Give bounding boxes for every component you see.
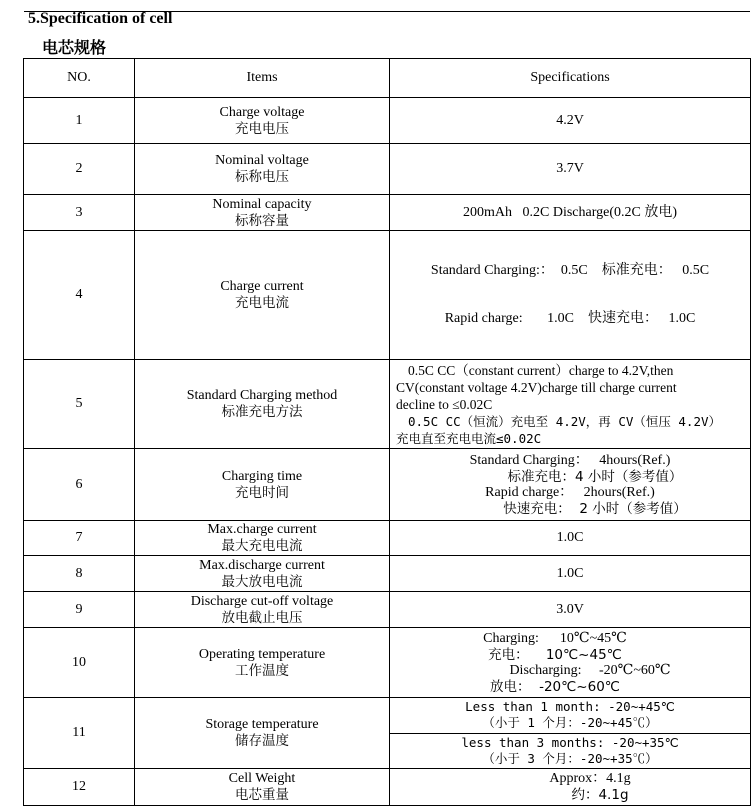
table-row bbox=[24, 521, 751, 556]
item-en: Cell Weight bbox=[228, 771, 296, 786]
row-spec: 3.0V bbox=[390, 592, 751, 628]
row-item bbox=[135, 769, 390, 806]
row-spec: 1.0C bbox=[390, 556, 751, 592]
row-item bbox=[135, 231, 390, 360]
spec-subcell bbox=[390, 698, 750, 733]
cell-spec-table bbox=[23, 58, 751, 806]
item-en: Charge current bbox=[220, 279, 304, 294]
item-en: Storage temperature bbox=[205, 717, 319, 732]
table-row bbox=[24, 556, 751, 592]
spec-line: 快速充电： 2 小时（参考值） bbox=[503, 500, 687, 517]
row-item bbox=[135, 144, 390, 195]
row-item bbox=[135, 360, 390, 449]
spec-line: Charging: 10℃~45℃ bbox=[483, 630, 627, 646]
spec-line: 约：4.1g bbox=[571, 787, 629, 803]
row-spec bbox=[390, 769, 751, 806]
spec-line: （小于 1 个月：-20~+45℃） bbox=[482, 715, 658, 730]
spec-line: Discharging: -20℃~60℃ bbox=[509, 662, 671, 678]
spec-line: 放电： -20℃~60℃ bbox=[490, 678, 620, 695]
row-no: 2 bbox=[24, 144, 135, 195]
spec-subcell bbox=[390, 733, 750, 768]
row-item bbox=[135, 98, 390, 144]
item-zh: 储存温度 bbox=[235, 733, 289, 749]
row-no: 4 bbox=[24, 231, 135, 360]
row-item bbox=[135, 698, 390, 769]
spec-line: 充电直至充电电流≤0.02C bbox=[396, 430, 542, 446]
row-spec: 4.2V bbox=[390, 98, 751, 144]
table-row bbox=[24, 628, 751, 698]
row-item bbox=[135, 521, 390, 556]
row-no: 10 bbox=[24, 628, 135, 698]
item-zh: 最大放电电流 bbox=[221, 573, 303, 590]
header-specs: Specifications bbox=[390, 59, 751, 98]
item-en: Charging time bbox=[221, 468, 303, 484]
spec-line: Standard Charging： 4hours(Ref.) bbox=[469, 452, 671, 468]
spec-line: （小于 3 个月：-20~+35℃） bbox=[482, 751, 658, 766]
item-zh: 标称容量 bbox=[235, 212, 289, 229]
row-spec bbox=[390, 231, 751, 360]
spec-line: Approx：4.1g bbox=[549, 771, 631, 786]
section-subtitle: 电芯规格 bbox=[42, 38, 107, 57]
item-zh: 充电电流 bbox=[235, 295, 289, 311]
row-spec bbox=[390, 360, 751, 449]
item-en: Max.charge current bbox=[207, 522, 317, 537]
item-en: Discharge cut-off voltage bbox=[190, 593, 334, 609]
item-en: Nominal capacity bbox=[212, 196, 312, 212]
spec-line: less than 3 months: -20~+35℃ bbox=[461, 735, 679, 750]
row-item bbox=[135, 449, 390, 521]
row-spec bbox=[390, 449, 751, 521]
table-row bbox=[24, 698, 751, 769]
row-item bbox=[135, 592, 390, 628]
row-item bbox=[135, 195, 390, 231]
row-spec: 200mAh 0.2C Discharge(0.2C 放电) bbox=[390, 195, 751, 231]
table-row bbox=[24, 98, 751, 144]
spec-line: 充电： 10℃~45℃ bbox=[488, 646, 622, 663]
item-zh: 充电电压 bbox=[235, 120, 289, 137]
spec-line: Rapid charge: 1.0C 快速充电： 1.0C bbox=[444, 311, 696, 326]
item-zh: 放电截止电压 bbox=[221, 609, 303, 626]
item-zh: 工作温度 bbox=[235, 662, 289, 679]
spec-line: 0.5C CC（恒流）充电至 4.2V，再 CV（恒压 4.2V） bbox=[408, 413, 722, 429]
spec-line: decline to ≤0.02C bbox=[396, 396, 493, 412]
row-no: 1 bbox=[24, 98, 135, 144]
section-title: 5.Specification of cell bbox=[28, 10, 173, 27]
item-zh: 充电时间 bbox=[235, 484, 289, 501]
spec-line: 标准充电：4 小时（参考值） bbox=[507, 468, 683, 485]
item-en: Charge voltage bbox=[219, 104, 305, 120]
item-zh: 标称电压 bbox=[235, 169, 289, 185]
row-item bbox=[135, 628, 390, 698]
table-row bbox=[24, 195, 751, 231]
table-row bbox=[24, 592, 751, 628]
item-zh: 标准充电方法 bbox=[221, 404, 303, 420]
item-en: Max.discharge current bbox=[199, 557, 325, 573]
header-row bbox=[24, 59, 751, 98]
row-no: 8 bbox=[24, 556, 135, 592]
spec-line: Rapid charge： 2hours(Ref.) bbox=[485, 484, 655, 500]
item-en: Operating temperature bbox=[198, 646, 326, 662]
row-no: 7 bbox=[24, 521, 135, 556]
row-no: 11 bbox=[24, 698, 135, 769]
row-spec: 3.7V bbox=[390, 144, 751, 195]
table-row bbox=[24, 144, 751, 195]
item-en: Standard Charging method bbox=[186, 388, 338, 403]
item-zh: 电芯重量 bbox=[235, 787, 289, 803]
spec-line: Standard Charging:： 0.5C 标准充电： 0.5C bbox=[430, 263, 710, 278]
item-en: Nominal voltage bbox=[215, 153, 309, 168]
row-no: 3 bbox=[24, 195, 135, 231]
table-row bbox=[24, 231, 751, 360]
item-zh: 最大充电电流 bbox=[221, 538, 303, 554]
row-no: 9 bbox=[24, 592, 135, 628]
table-row bbox=[24, 360, 751, 449]
row-spec bbox=[390, 628, 751, 698]
table-row bbox=[24, 769, 751, 806]
row-no: 12 bbox=[24, 769, 135, 806]
spec-line: Less than 1 month: -20~+45℃ bbox=[465, 699, 675, 714]
table-row bbox=[24, 449, 751, 521]
header-no: NO. bbox=[24, 59, 135, 98]
header-items: Items bbox=[135, 59, 390, 98]
spec-line: CV(constant voltage 4.2V)charge till charge current bbox=[396, 379, 677, 395]
row-no: 6 bbox=[24, 449, 135, 521]
row-spec: 1.0C bbox=[390, 521, 751, 556]
row-spec bbox=[390, 698, 751, 769]
row-item bbox=[135, 556, 390, 592]
spec-line: 0.5C CC（constant current）charge to 4.2V,then bbox=[408, 362, 674, 378]
row-no: 5 bbox=[24, 360, 135, 449]
